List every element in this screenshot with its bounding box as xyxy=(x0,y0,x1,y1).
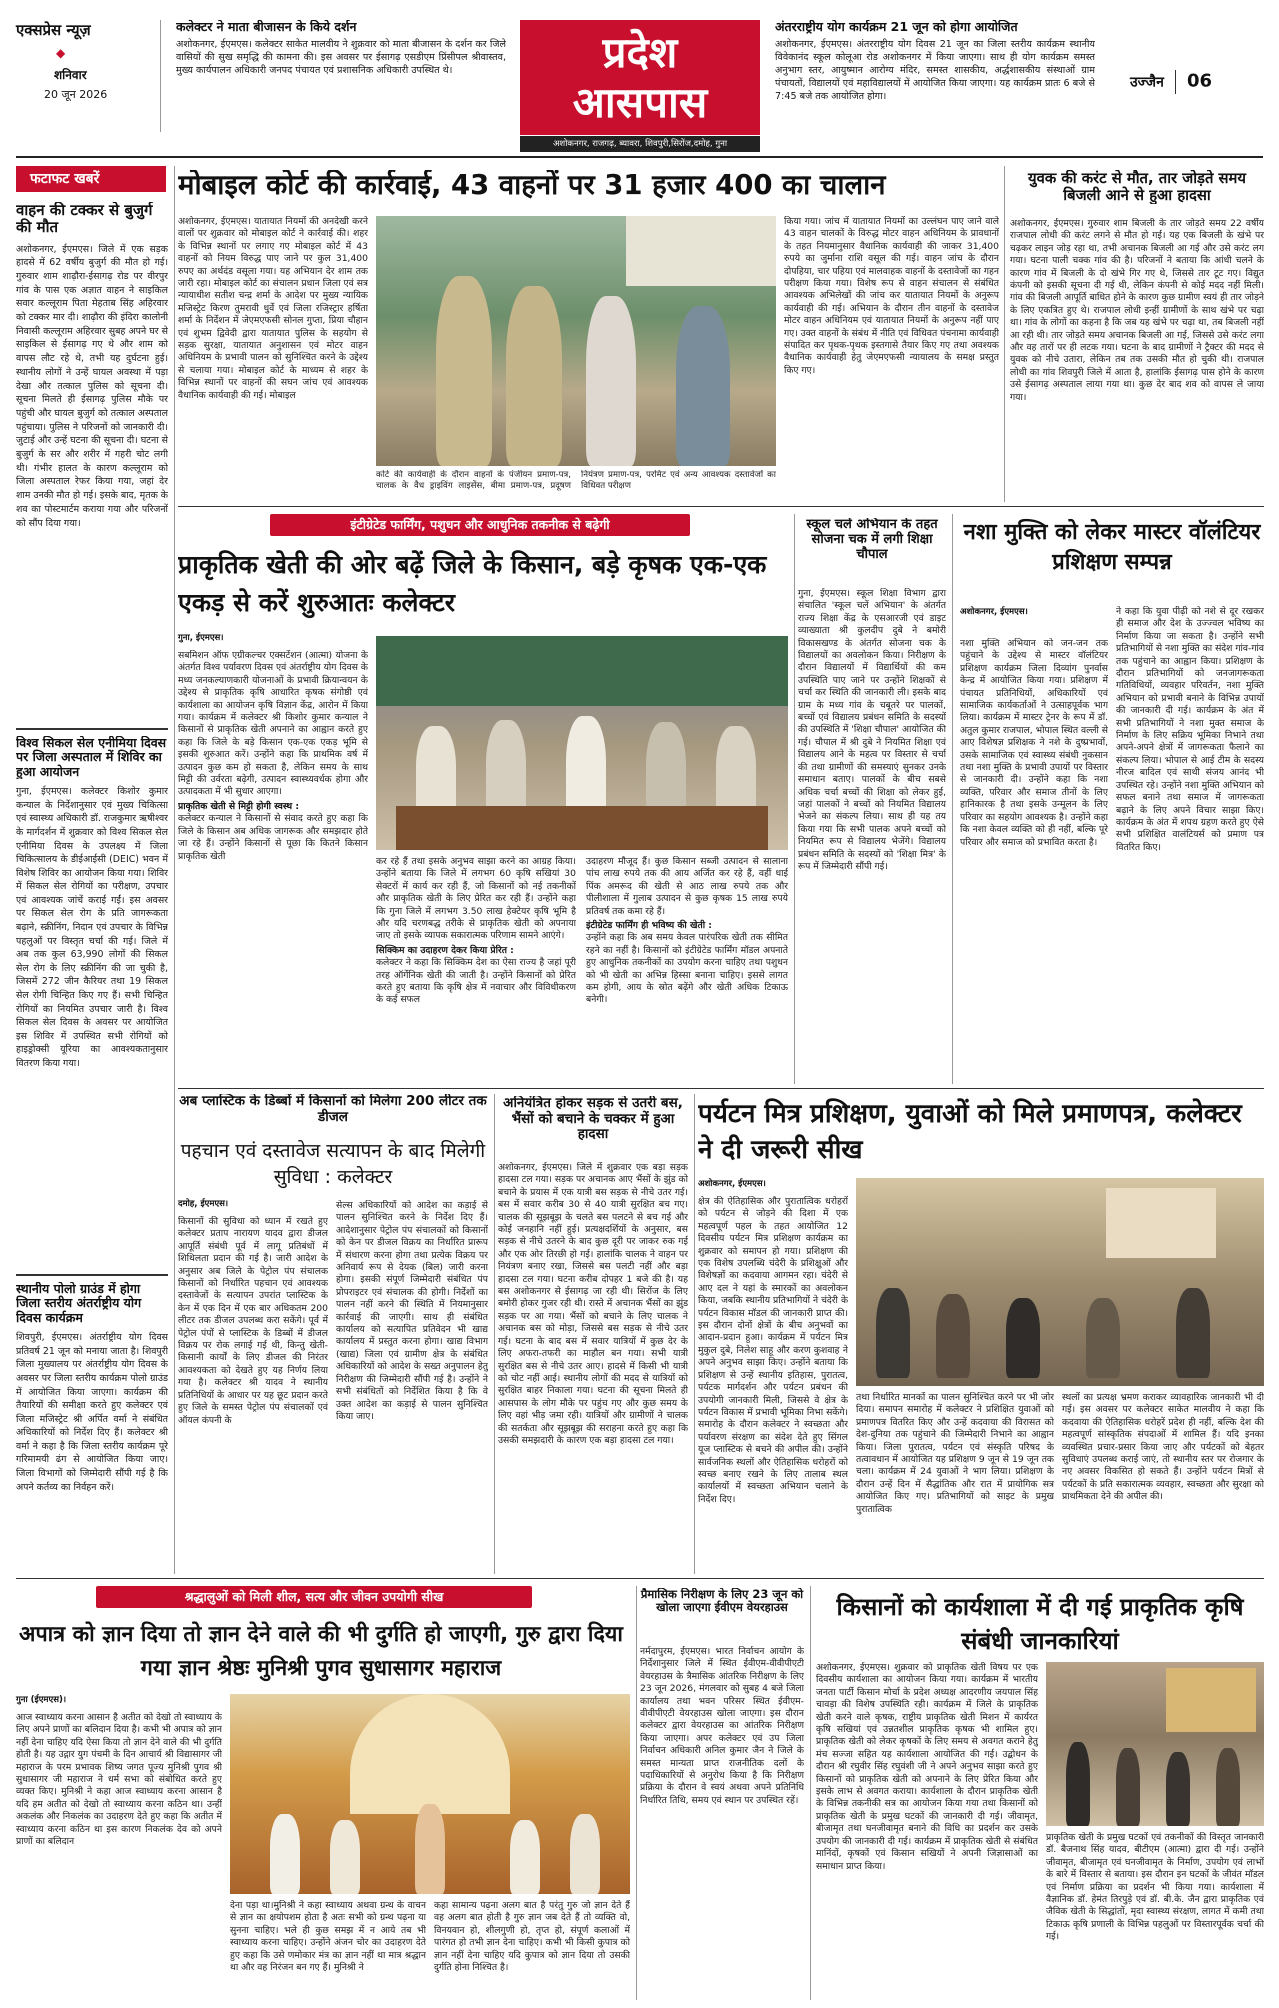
right-top-text: अशोकनगर, ईएमएस। गुरुवार शाम बिजली के तार जोड़ते समय 22 वर्षीय राजपाल लोधी की करंट लगने से मौत हो गई। यह एक बिजली के खंभे पर चढ़कर लाइन जोड़ रहा था, तभी अचानक बिजली आ गई और उसे करंट लग गया। घटना पाली चक्क गांव की है। परिजनों ने बताया कि आंधी चलने के कारण गांव में बिजली के दो खंभे गिर गए थे, जिससे तार टूट गए। विद्युत कंपनी को इसकी सूचना दी गई थी, लेकिन कंपनी से कोई मदद नहीं मिली। गांव की बिजली आपूर्ति बाधित होने के कारण कुछ ग्रामीण स्वयं ही तार जोड़ने के लिए एकत्रित हुए थे। राजपाल लोधी इन्हीं ग्रामीणों के साथ खंभे पर चढ़ा था। गांव के लोगों का कहना है कि जब यह खंभे पर चढ़ा था, तब बिजली नहीं आ रही थी। तार जोड़ते समय अचानक बिजली आ गई, जिससे उसे करंट लगा और वह तारों पर ही लटक गया। घटना के बाद ग्रामीणों ने ट्रैक्टर की मदद से युवक को नीचे उतारा, लेकिन तब तक उसकी मौत हो चुकी थी। राजपाल लोधी का गांव शिवपुरी जिले में आता है, हालांकि ईसागढ़ पास होने के कारण उसे ईसागढ़ अस्पताल लाया गया था। कुछ देर बाद शव को वापस ले जाया गया। xyxy=(1010,218,1264,403)
photo-person xyxy=(1116,1748,1140,1826)
left-column-rule xyxy=(174,166,175,1574)
left-story-3 xyxy=(16,1282,168,1589)
tourism-dateline: अशोकनगर, ईएमएस। xyxy=(698,1179,766,1189)
lead-col-right: किया गया। जांच में यातायात नियमों का उल्लंघन पाए जाने वाले 43 वाहन चालकों के विरुद्ध मोटर वाहन अधिनियम के प्रावधानों के तहत नियमानुसार वैधानिक कार्यवाही की जाकर 31,400 रुपये का जुर्माना राशि वसूल की गई। वाहन जांच के दौरान दोपहिया, चार पहिया एवं मालवाहक वाहनों के दस्तावेजों का गहन परीक्षण किया गया। विशेष रूप से वाहन संचालन से संबंधित आवश्यक अभिलेखों की जांच कर यातायात नियमों के अनुरूप कार्यवाही की गई। अभियान के दौरान तीन वाहनों के दस्तावेज मोटर वाहन अधिनियम एवं यातायात नियमों के अनुरूप नहीं पाए गए। उक्त वाहनों के संबंध में नीति एवं विधिवत पंचनामा कार्यवाही संपादित कर पृथक-पृथक इस्तगासे तैयार किए गए तथा अवश्यक वैधानिक कार्यवाही हेतु जेएमएफसी न्यायालय के समक्ष प्रस्तुत किए गए। xyxy=(784,216,999,376)
evm-headline: प्रैमासिक निरीक्षण के लिए 23 जून को खोला जाएगा ईवीएम वेयरहाउस xyxy=(640,1588,804,1615)
header-divider xyxy=(160,20,161,132)
school-headline: स्कूल चलें अभियान के तहत सोजना चक में लगी शिक्षा चौपाल xyxy=(806,518,938,562)
quick-news-label: फटाफट खबरें xyxy=(16,166,166,192)
school-right-rule xyxy=(952,514,953,1084)
tourism-col-3: स्थलों का प्रत्यक्ष भ्रमण कराकर व्यावहारिक जानकारी भी दी गई। इस अवसर पर कलेक्टर साकेत मालवीय ने कहा कि कदवाया की ऐतिहासिक धरोहरें प्रदेश ही नहीं, बल्कि देश की महत्वपूर्ण सांस्कृतिक संपदाओं में शामिल हैं। यदि इनका व्यवस्थित प्रचार-प्रसार किया जाए और पर्यटकों को बेहतर सुविधाएं उपलब्ध कराई जाएं, तो स्थानीय स्तर पर रोजगार के नए अवसर विकसित हो सकते हैं। उन्होंने पर्यटन मित्रों से पर्यटकों के प्रति सकारात्मक व्यवहार, स्वच्छता और सुरक्षा को प्राथमिकता देने की अपील की। xyxy=(1062,1392,1264,1503)
tourism-col-2: तथा निर्धारित मानकों का पालन सुनिश्चित करने पर भी जोर दिया। समापन समारोह में कलेक्टर ने प्रशिक्षित युवाओं को प्रमाणपत्र वितरित किए और उन्हें कदवाया की विरासत को देश-दुनिया तक पहुंचाने की जिम्मेदारी निभाने का आह्वान किया। जिला पुरातत्व, पर्यटन एवं संस्कृति परिषद के तत्वावधान में आयोजित यह प्रशिक्षण 9 जून से 19 जून तक चला। कार्यक्रम में 24 युवाओं ने भाग लिया। प्रशिक्षण के दौरान उन्हें दिन में सैद्धांतिक और रात में प्रायोगिक सत्र आयोजित किए गए। प्रतिभागियों को साइट के प्रमुख पुरातात्विक xyxy=(856,1392,1054,1515)
band-rule-2 xyxy=(178,1088,1264,1089)
drug-col-1: नशा मुक्ति अभियान को जन-जन तक पहुंचाने के उद्देश्य से मास्टर वॉलंटियर प्रशिक्षण कार्यक्रम जिला दिव्यांग पुनर्वास केन्द्र में आयोजित किया गया। प्रशिक्षण में पंचायत प्रतिनिधियों, अधिकारियों एवं सामाजिक कार्यकर्ताओं ने उत्साहपूर्वक भाग लिया। कार्यक्रम में मास्टर ट्रेनर के रूप में डॉ. अतुल कुमार राजपाल, भोपाल स्थित वल्ली से आए विशेषज्ञ प्रशिक्षक ने नशे के दुष्प्रभावों, उसके सामाजिक एवं स्वास्थ्य संबंधी नुकसान तथा नशा मुक्ति के प्रभावी उपायों पर विस्तार से जानकारी दी। उन्होंने कहा कि नशा व्यक्ति, परिवार और समाज तीनों के लिए हानिकारक है तथा इसके उन्मूलन के लिए परिवार का सहयोग आवश्यक है। उन्होंने कहा कि नशा केवल व्यक्ति को ही नहीं, बल्कि पूरे परिवार और समाज को प्रभावित करता है। xyxy=(960,638,1108,848)
section-title-line2: आसपास xyxy=(572,78,708,127)
photo-person xyxy=(1066,1742,1090,1826)
photo-person xyxy=(876,1288,910,1378)
top-story-2-text: अशोकनगर, ईएमएस। अंतरराष्ट्रीय योग दिवस 21 जून का जिला स्तरीय कार्यक्रम स्थानीय विवेकानंद स्कूल कोलूआ रोड अशोकनगर में किया जाएगा। साथ ही योग कार्यक्रम समस्त अनुभाग स्तर, आयुष्मान आरोग्य मंदिर, समस्त शासकीय, अर्द्धशासकीय संस्थाओं ग्राम पंचायतों, विद्यालयों एवं महाविद्यालयों में आयोजित किया जाएगा। यह कार्यक्रम प्रातः 6 बजे से 7:45 बजे तक आयोजित होगा। xyxy=(775,39,1095,103)
evm-right-rule xyxy=(810,1586,811,2000)
stage-banner xyxy=(376,636,788,706)
photo-person xyxy=(676,306,730,466)
drug-headline: नशा मुक्ति को लेकर मास्टर वॉलंटियर प्रशिक्षण सम्पन्न xyxy=(963,520,1261,575)
districts-strip: अशोकनगर, राजगढ़, ब्यावरा, शिवपुरी,सिरोंज,दमोह, गुना xyxy=(520,136,760,152)
photo-banner xyxy=(1166,1668,1256,1732)
lead-photo xyxy=(376,216,776,466)
brand-ornament: ◆ xyxy=(56,46,66,60)
accident-headline: अनियंत्रित होकर सड़क से उतरी बस, भैंसों को बचाने के चक्कर में हुआ हादसा xyxy=(503,1096,683,1143)
accident-right-rule xyxy=(694,1094,695,1574)
photo-person xyxy=(1006,1298,1040,1378)
plastic-kicker: अब प्लास्टिक के डिब्बों में किसानों को मिलेगा 200 लीटर तक डीजल xyxy=(179,1094,487,1125)
left-divider-2 xyxy=(16,1274,168,1276)
photo-person xyxy=(506,286,562,466)
photo-person xyxy=(936,1294,970,1378)
farming-sub-2: सिक्किम का उदाहरण देकर किया प्रेरित : xyxy=(376,944,514,956)
photo-banner xyxy=(626,216,776,286)
farming-col-2b-text: कलेक्टर ने कहा कि सिक्किम देश का ऐसा राज्य है जहां पूरी तरह ऑर्गेनिक खेती की जाती है। उन्होंने किसानों को प्रेरित करते हुए बताया कि कृषि क्षेत्र में नवाचार और विविधीकरण के कई सफल xyxy=(376,957,576,1006)
section-masthead xyxy=(520,20,760,135)
left-story-1-title: वाहन की टक्कर से बुजुर्ग की मौत xyxy=(16,202,153,237)
farming-sub-3: इंटीग्रेटेड फार्मिंग ही भविष्य की खेती : xyxy=(586,920,712,932)
plastic-headline: पहचान एवं दस्तावेज सत्यापन के बाद मिलेगी सुविधा : कलेक्टर xyxy=(180,1140,486,1188)
top-story-1-title: कलेक्टर ने माता बीजासन के किये दर्शन xyxy=(176,20,357,34)
farming-banner: इंटीग्रेटेड फार्मिंग, पशुधन और आधुनिक तकनीक से बढ़ेगी xyxy=(270,514,690,536)
religion-col-1: आज स्वाध्याय करना आसान है अतीत को देखो तो स्वाध्याय के लिए अपने प्राणों का बलिदान दिया है। कभी भी अपात्र को ज्ञान नहीं देना चाहिए यदि ऐसा किया तो ज्ञान देने वाले की भी दुर्गति होती है। यह उद्गार युग पंचमी के दिन आचार्य श्री विद्यासागर जी महाराज के परम प्रभावक शिष्य जगत पूज्य मुनिश्री पुगव श्री सुधासागर जी महाराज ने धर्म सभा को संबोधित करते हुए व्यक्त किए। मुनिश्री ने कहा आज स्वाध्याय करना आसान है यदि हम अतीत को देखो तो स्वाध्याय करना कठिन था। उन्हीं अकलंक और निकलंक का उदाहरण देते हुए कहा कि अतीत में स्वाध्याय करना कठिन था इस कारण निकलंक देव को अपने प्राणों का बलिदान xyxy=(16,1712,222,1848)
accident-text: अशोकनगर, ईएमएस। जिले में शुक्रवार एक बड़ा सड़क हादसा टल गया। सड़क पर अचानक आए भैंसों के झुंड को बचाने के प्रयास में एक यात्री बस सड़क से नीचे उतर गई। बस में सवार करीब 30 से 40 यात्री सुरक्षित बच गए। चालक की सूझबूझ के चलते बस पलटने से बच गई और कोई जनहानि नहीं हुई। प्रत्यक्षदर्शियों के अनुसार, बस सड़क से नीचे उतरने के बाद कुछ दूरी पर जाकर रुक गई और एक ओर तिरछी हो गई। हालांकि चालक ने वाहन पर नियंत्रण बनाए रखा, जिससे बस पलटी नहीं और बड़ा हादसा टल गया। घटना करीब दोपहर 1 बजे की है। यह बस अशोकनगर से ईसागढ़ जा रही थी। सिरोंज के लिए बमोरी होकर गुजर रही थी। रास्ते में अचानक भैंसों का झुंड सड़क पर आ गया। भैंसों को बचाने के लिए चालक ने अचानक बस को मोड़ा, जिससे बस सड़क से नीचे उतर गई। घटना के बाद बस में सवार यात्रियों में कुछ देर के लिए अफरा-तफरी का माहौल बन गया। सभी यात्री सुरक्षित बस से नीचे उतर आए। हादसे में किसी भी यात्री को चोट नहीं आई। स्थानीय लोगों की मदद से यात्रियों को सुरक्षित बाहर निकाला गया। घटना की सूचना मिलते ही आसपास के लोग मौके पर पहुंच गए और कुछ समय के लिए वहां भीड़ जमा रही। यात्रियों और ग्रामीणों ने चालक की सतर्कता और सूझबूझ की सराहना करते हुए कहा कि उसकी समझदारी के कारण एक बड़ा हादसा टल गया। xyxy=(498,1162,688,1446)
school-left-rule xyxy=(794,514,795,1084)
photo-banner xyxy=(1106,1188,1216,1258)
religion-banner: श्रद्धालुओं को मिली शील, सत्य और जीवन उपयोगी सीख xyxy=(96,1586,532,1608)
photo-person xyxy=(1176,1288,1210,1378)
workshop-headline: किसानों को कार्यशाला में दी गई प्राकृतिक कृषि संबंधी जानकारियां xyxy=(836,1593,1244,1655)
farming-col-1-text: सबमिशन ऑफ एग्रीकल्चर एक्सटेंशन (आत्मा) योजना के अंतर्गत विश्व पर्यावरण दिवस एवं अंतर्राष्ट्रीय योग दिवस के मध्य जनकल्याणकारी योजनाओं के प्रभावी क्रियान्वयन के उद्देश्य से प्राकृतिक कृषि आधारित कृषक संगोष्ठी एवं कार्यशाला का आयोजन कृषि विज्ञान केंद्र, आरोन में किया गया। कार्यक्रम में कलेक्टर श्री किशोर कुमार कन्याल ने किसानों से प्राकृतिक खेती अपनाने का आह्वान करते हुए कहा कि जिले के बड़े किसान एक-एक एकड़ भूमि से इसकी शुरुआत करें। उन्होंने कहा कि प्राथमिक वर्ष में उत्पादन कुछ कम हो सकता है, लेकिन समय के साथ मिट्टी की उर्वरता बढ़ेगी, उत्पादन स्वास्थ्यवर्धक होगा और उत्पादकता में भी सुधार आएगा। xyxy=(178,650,368,798)
tourism-photo xyxy=(856,1178,1264,1386)
plastic-col-2: सेल्स अधिकारियों को आदेश का कड़ाई से पालन सुनिश्चित करने के निर्देश दिए हैं। आदेशानुसार पेट्रोल पंप संचालकों को किसानों को केन पर डीजल विक्रय का निर्धारित प्रारूप में संधारण करना होगा तथा प्रत्येक विक्रय पर अनिवार्य रूप से देयक (बिल) जारी करना होगा। इसकी संपूर्ण जिम्मेदारी संबंधित पंप प्रोपराइटर एवं संचालक की होगी। निर्देशों का पालन नहीं करने की स्थिति में नियमानुसार कार्रवाई की जाएगी। साथ ही संबंधित कार्यालय को सत्यापित प्रतिवेदन भी खाद्य कार्यालय में प्रस्तुत करना होगा। खाद्य विभाग (खाद्य) जिला एवं ग्रामीण क्षेत्र के संबंधित अधिकारियों को आदेश के सख्त अनुपालन हेतु निरीक्षण की जिम्मेदारी सौंपी गई है। उन्होंने ने सभी संबंधितों को निर्देशित किया है कि वे उक्त आदेश का कड़ाई से पालन सुनिश्चित किया जाए। xyxy=(336,1200,488,1422)
top-story-2 xyxy=(775,20,1095,128)
page-folio xyxy=(1130,70,1270,100)
left-story-2-text: गुना, ईएमएस। कलेक्टर किशोर कुमार कन्याल के निर्देशानुसार एवं मुख्य चिकित्सा एवं स्वास्थ्य अधिकारी डॉ. राजकुमार ऋषीश्वर के मार्गदर्शन में शुक्रवार को विश्व सिकल सेल एनीमिया दिवस के उपलक्ष्य में जिला चिकित्सालय के डीईआईसी (DEIC) भवन में विशेष शिविर का आयोजन किया गया। शिविर में सिकल सेल रोगियों का परीक्षण, उपचार एवं आवश्यक जांचें कराई गईं। इस अवसर पर सिकल सेल रोग के प्रति जागरूकता बढ़ाने, स्क्रीनिंग, निदान एवं उपचार के विभिन्न पहलुओं पर विस्तृत चर्चा की गई। जिले में अब तक कुल 63,990 लोगों की सिकल सेल रोग के लिए स्क्रीनिंग की जा चुकी है, जिसमें 272 जीन कैरियर तथा 19 सिकल सेल रोगी चिन्हित किए गए हैं। सभी चिन्हित रोगियों का नियमित उपचार जारी है। विश्व सिकल सेल दिवस के अवसर पर आयोजित इस शिविर में उपस्थित सभी रोगियों को हाइड्रोक्सी यूरिया का आवश्यकतानुसार वितरण किया गया। xyxy=(16,786,168,1069)
left-story-3-title: स्थानीय पोलो ग्राउंड में होगा जिला स्तरीय अंतर्राष्ट्रीय योग दिवस कार्यक्रम xyxy=(16,1282,142,1325)
left-story-1 xyxy=(16,202,168,723)
right-top-headline: युवक की करंट से मौत, तार जोड़ते समय बिजली आने से हुआ हादसा xyxy=(1028,170,1246,205)
left-story-2-title: विश्व सिकल सेल एनीमिया दिवस पर जिला अस्पताल में शिविर का हुआ आयोजन xyxy=(16,736,167,779)
top-story-2-title: अंतरराष्ट्रीय योग कार्यक्रम 21 जून को होगा आयोजित xyxy=(775,20,1018,34)
photo-person xyxy=(415,1804,445,1894)
school-text: गुना, ईएमएस। स्कूल शिक्षा विभाग द्वारा संचालित 'स्कूल चलें अभियान' के अंतर्गत राज्य शिक्षा केंद्र के एसआरजी एवं डाइट व्याख्याता श्री कुलदीप दुबे ने बमोरी विकासखण्ड के अंतर्गत सोजना चक के विद्यालयों का अवलोकन किया। निरीक्षण के दौरान विद्यालयों में विद्यार्थियों की कम उपस्थिति पाए जाने पर उन्होंने शिक्षकों से चर्चा कर स्थिति की जानकारी ली। इसके बाद ग्राम के मध्य गांव के चबूतरे पर पालकों, बच्चों एवं विद्यालय प्रबंधन समिति के सदस्यों की उपस्थिति में 'शिक्षा चौपाल' आयोजित की गई। चौपाल में श्री दुबे ने नियमित शिक्षा एवं विद्यालय आने के महत्व पर विस्तार से चर्चा की तथा ग्रामीणों की समस्याएं सुनकर उनके समाधान बताए। पालकों के बीच सबसे अधिक चर्चा बच्चों की शिक्षा को लेकर हुई, जहां पालकों ने बच्चों को नियमित विद्यालय भेजने का संकल्प लिया। साथ ही यह तय किया गया कि सभी पालक अपने बच्चों को नियमित रूप से विद्यालय भेजेंगे। विद्यालय प्रबंधन समिति के सदस्यों को 'शिक्षा मित्र' के रूप में जिम्मेदारी सौंपी गई। xyxy=(798,588,946,872)
tourism-col-1: क्षेत्र की ऐतिहासिक और पुरातात्विक धरोहरों को पर्यटन से जोड़ने की दिशा में एक महत्वपूर्ण पहल के तहत आयोजित 12 दिवसीय पर्यटन मित्र प्रशिक्षण कार्यक्रम का शुक्रवार को समापन हो गया। प्रशिक्षण की एक विशेष उपलब्धि चंदेरी के प्रशिक्षुओं और विशेषज्ञों का कदवाया आगमन रहा। चंदेरी से आए दल ने यहां के स्मारकों का अवलोकन किया, जबकि स्थानीय प्रतिभागियों ने चंदेरी के पर्यटन विकास मॉडल की जानकारी प्राप्त की। इस दौरान दोनों क्षेत्रों के बीच अनुभवों का आदान-प्रदान हुआ। कार्यक्रम में पर्यटन मित्र मुकुल दुबे, निलेश साहू और करण कुशवाह ने अपने अनुभव साझा किए। उन्होंने बताया कि प्रशिक्षण से उन्हें स्थानीय इतिहास, पुरातत्व, पर्यटक मार्गदर्शन और पर्यटन प्रबंधन की उपयोगी जानकारी मिली, जिससे वे क्षेत्र के पर्यटन विकास में प्रभावी भूमिका निभा सकेंगे। समारोह के दौरान कलेक्टर ने स्वच्छता और पर्यावरण संरक्षण का संदेश देते हुए सिंगल यूज प्लास्टिक से बचने की अपील की। उन्होंने सार्वजनिक स्थलों और ऐतिहासिक धरोहरों को स्वच्छ बनाए रखने के लिए तालाब स्थल कार्यालयों में स्वच्छता अभियान चलाने के निर्देश दिए। xyxy=(698,1196,848,1505)
photo-person xyxy=(330,1820,360,1894)
farming-col-3-text: उदाहरण मौजूद हैं। कुछ किसान सब्जी उत्पादन से सालाना पांच लाख रुपये तक की आय अर्जित कर रहे हैं, वहीं धाई पिंक अमरूद की खेती से आठ लाख रुपये तक और पीलीशाला में गुलाब उत्पादन से कुछ कृषक 15 लाख रुपये प्रतिवर्ष तक कमा रहे हैं। xyxy=(586,856,788,917)
workshop-photo xyxy=(1046,1662,1264,1826)
religion-right-rule xyxy=(636,1586,637,2000)
tourism-headline: पर्यटन मित्र प्रशिक्षण, युवाओं को मिले प्रमाणपत्र, कलेक्टर ने दी जरूरी सीख xyxy=(698,1099,1242,1165)
workshop-text: अशोकनगर, ईएमएस। शुक्रवार को प्राकृतिक खेती विषय पर एक दिवसीय कार्यशाला का आयोजन किया गया। कार्यक्रम में भारतीय जनता पार्टी किसान मोर्चा के प्रदेश अध्यक्ष आदरणीय जयपाल सिंह चावड़ा की विशेष उपस्थिति रही। कार्यक्रम में जिले के प्राकृतिक खेती करने वाले कृषक, राष्ट्रीय प्राकृतिक खेती मिशन में कार्यरत कृषि सखियां एवं उन्नतशील प्राकृतिक कृषक भी शामिल हुए। प्राकृतिक खेती को लेकर कृषकों के लिए समय से अवगत कराने हेतु मंच सज्जा सहित यह कार्यशाला आयोजित की गई। उद्बोधन के दौरान श्री रघुवीर सिंह रघुवंशी जी ने अपने अनुभव साझा करते हुए किसानों को प्राकृतिक खेती को अपनाने के लिए प्रेरित किया और इसके लाभ से अवगत कराया। कार्यशाला के दौरान प्राकृतिक खेती के विभिन्न तकनीकी सत्र का आयोजन किया गया तथा किसानों को प्राकृतिक खेती के प्रमुख घटकों की जानकारी दी गई। जीवामृत, बीजामृत तथा घनजीवामृत बनाने की विधि का प्रदर्शन कर उसके उपयोग की जानकारी दी गई। कार्यक्रम में प्राकृतिक खेती से संबंधित मानिंदों, कृषकों एवं किसान सखियों ने अपनी जिज्ञासाओं का समाधान प्राप्त किया। xyxy=(816,1662,1038,1872)
photo-person xyxy=(270,1814,300,1894)
farming-col-3b-text: उन्होंने कहा कि अब समय केवल पारंपरिक खेती तक सीमित रहने का नहीं है। किसानों को इंटीग्रेटेड फार्मिंग मॉडल अपनाते हुए आधुनिक तकनीकों का उपयोग करना चाहिए तथा पशुधन को भी खेती का अभिन्न हिस्सा बनाना चाहिए। इससे लागत कम होगी, आय के स्रोत बढ़ेंगे और खेती अधिक टिकाऊ बनेगी। xyxy=(586,932,788,1006)
religion-dateline: गुना (ईएमएस)। xyxy=(16,1695,67,1705)
farming-col-2 xyxy=(376,856,576,1080)
photo-person xyxy=(570,1814,600,1894)
religion-col-3: कहा सामान्य पढ़ना अलग बात है परंतु गुरु जो ज्ञान देते हैं वह अलग बात होती है गुरु ज्ञान जब देते हैं तो व्यक्ति वो, विनयवान हो, शीलगुणी हो, तृप्त हो, संपूर्ण कलाओं में पारंगत हो तभी ज्ञान देना चाहिए। कभी भी किसी कुपात्र को ज्ञान नहीं देना चाहिए यदि कुपात्र को ज्ञान दिया तो उसकी दुर्गति होना निश्चित है। xyxy=(434,1900,630,1974)
band-rule-3 xyxy=(16,1578,1264,1579)
evm-text: नर्मदापुरम, ईएमएस। भारत निर्वाचन आयोग के निर्देशानुसार जिले में स्थित ईवीएम-वीवीपीएटी वेयरहाउस के त्रैमासिक आंतरिक निरीक्षण के लिए 23 जून 2026, मंगलवार को सुबह 4 बजे जिला कार्यालय तथा भवन परिसर स्थित ईवीएम-वीवीपीएटी वेयरहाउस खोला जाएगा। इस दौरान कलेक्टर द्वारा वेयरहाउस का आंतरिक निरीक्षण किया जाएगा। अपर कलेक्टर एवं उप जिला निर्वाचन अधिकारी अनिल कुमार जैन ने जिले के समस्त मान्यता प्राप्त राजनीतिक दलों के पदाधिकारियों से अनुरोध किया है कि निरीक्षण प्रक्रिया के दौरान वे स्वयं अथवा अपने प्रतिनिधि निर्धारित तिथि, समय एवं स्थान पर उपस्थित रहें। xyxy=(640,1646,804,1806)
header-rule xyxy=(16,156,1263,158)
left-story-1-text: अशोकनगर, ईएमएस। जिले में एक सड़क हादसे में 62 वर्षीय बुजुर्ग की मौत हो गई। गुरुवार शाम शाढ़ौरा-ईसागढ़ रोड पर वीरपुर गांव के पास एक अज्ञात वाहन ने साइकिल सवार कल्लूराम पिता मेहताब सिंह अहिरवार को टक्कर मार दी। शाढ़ौरा की इंदिरा कालोनी निवासी कल्लूराम अहिरवार सुबह अपने घर से साइकिल से ईसागढ़ गए थे और शाम को वापस लौट रहे थे, तभी यह दुर्घटना हुई। स्थानीय लोगों ने उन्हें घायल अवस्था में पड़ा देखा और तत्काल पुलिस को सूचना दी। सूचना मिलते ही ईसागढ़ पुलिस मौके पर पहुंची और घायल बुजुर्ग को तत्काल अस्पताल पहुंचाया। पुलिस ने परिजनों को जानकारी दी। जुटाई और उन्हें घटना की सूचना दी। घटना से बुजुर्ग के सर और शरीर में गहरी चोट लगी थी। गंभीर हालत के कारण कल्लूराम को जिला अस्पताल रेफर किया गया, जहां देर शाम उनकी मौत हो गई। इसके बाद, मृतक के शव का पोस्टमार्टम कराया गया और परिजनों को सौंप दिया गया। xyxy=(16,243,168,529)
city-name: उज्जैन xyxy=(1130,74,1164,91)
plastic-right-rule xyxy=(494,1094,495,1574)
farming-sub-1: प्राकृतिक खेती से मिट्टी होगी स्वस्थ : xyxy=(178,800,300,812)
page-number: 06 xyxy=(1187,70,1213,92)
farming-col-1 xyxy=(178,650,368,1080)
lead-photo-caption: कोर्ट की कार्यवाही के दौरान वाहनों के पंजीयन प्रमाण-पत्र, चालक के वैध ड्राइविंग लाइसेंस, बीमा प्रमाण-पत्र, प्रदूषण नियंत्रण प्रमाण-पत्र, परमिट एवं अन्य आवश्यक दस्तावेजों का विधिवत परीक्षण xyxy=(376,470,776,491)
farming-photo xyxy=(376,636,788,850)
top-story-1-text: अशोकनगर, ईएमएस। कलेक्टर साकेत मालवीय ने शुक्रवार को माता बीजासन के दर्शन कर जिले वासियों की सुख समृद्धि की कामना की। इस अवसर पर ईसागढ़ एसडीएम प्रिंसीपल श्रीवास्तव, मुख्य कार्यपालन अधिकारी जनपद पंचायत एवं प्रशासनिक अधिकारी उपस्थित थे। xyxy=(176,39,506,77)
top-story-1 xyxy=(176,20,506,110)
farming-headline: प्राकृतिक खेती की ओर बढ़ें जिले के किसान, बड़े कृषक एक-एक एकड़ से करें शुरुआतः कलेक्टर xyxy=(178,550,767,617)
photo-person xyxy=(436,276,492,466)
section-title-line1: प्रदेश xyxy=(602,28,678,77)
band-rule xyxy=(178,506,1264,507)
religion-headline: अपात्र को ज्ञान दिया तो ज्ञान देने वाले की भी दुर्गति हो जाएगी, गुरु द्वारा दिया गया ज्ञान श्रेष्ठः मुनिश्री पुगव सुधासागर महाराज xyxy=(19,1622,623,1681)
drug-dateline: अशोकनगर, ईएमएस। xyxy=(960,607,1028,617)
drug-col-2: ने कहा कि युवा पीढ़ी को नशे से दूर रखकर ही समाज और देश के उज्ज्वल भविष्य का निर्माण किया जा सकता है। उन्होंने सभी प्रतिभागियों से नशा मुक्ति का संदेश गांव-गांव तक पहुंचाने का आह्वान किया। प्रशिक्षण के दौरान प्रतिभागियों को जनजागरूकता गतिविधियों, व्यवहार परिवर्तन, नशा मुक्ति अभियान को प्रभावी बनाने के विभिन्न उपायों की जानकारी दी गई। कार्यक्रम के अंत में सभी प्रतिभागियों ने नशा मुक्त समाज के निर्माण के लिए सक्रिय भूमिका निभाने तथा अपने-अपने क्षेत्रों में जागरूकता फैलाने का संकल्प लिया। भोपाल से आई टीम के सदस्य नीरज बादिल एवं साथी संजय आनंद भी उपस्थित रहे। उन्होंने नशा मुक्ति अभियान को सफल बनाने तथा समाज में जागरूकता बढ़ाने के लिए अपने विचार साझा किए। कार्यक्रम के अंत में शपथ ग्रहण करते हुए ऐसे सभी प्रशिक्षित वालंटियर्स को प्रमाण पत्र वितरित किए। xyxy=(1116,606,1264,853)
farming-col-1b-text: कलेक्टर कन्याल ने किसानों से संवाद करते हुए कहा कि जिले के किसान अब अधिक जागरूक और समझदार होते जा रहे हैं। उन्होंने किसानों से पूछा कि कितने किसान प्राकृतिक खेती xyxy=(178,813,368,862)
left-story-3-text: शिवपुरी, ईएमएस। अंतर्राष्ट्रीय योग दिवस प्रतिवर्ष 21 जून को मनाया जाता है। शिवपुरी जिला मुख्यालय पर अंतर्राष्ट्रीय योग दिवस के अवसर पर जिला स्तरीय कार्यक्रम पोलो ग्राउंड में आयोजित किया जाएगा। कार्यक्रम की तैयारियों की समीक्षा करते हुए कलेक्टर एवं जिला मजिस्ट्रेट श्री अर्पित वर्मा ने संबंधित अधिकारियों को निर्देश दिए हैं। कलेक्टर श्री वर्मा ने कहा है कि जिला स्तरीय कार्यक्रम पूरे गरिमामयी ढंग से आयोजित किया जाए। जिला विभागों को जिम्मेदारी सौंपी गई है कि अपने कर्तव्य का निर्वहन करें। xyxy=(16,1332,168,1493)
photo-person xyxy=(1216,1748,1240,1826)
photo-person xyxy=(586,296,636,466)
temple-arch xyxy=(350,1694,510,1814)
issue-day: शनिवार xyxy=(54,68,87,82)
photo-person xyxy=(510,1820,540,1894)
brand-box xyxy=(16,20,126,118)
photo-person xyxy=(1166,1752,1190,1826)
folio-divider xyxy=(1175,70,1176,94)
farming-col-2-text: कर रहे हैं तथा इसके अनुभव साझा करने का आग्रह किया। उन्होंने बताया कि जिले में लगभग 60 कृषि सखियां 30 सेक्टरों में कार्य कर रही हैं, जो किसानों को नई तकनीकों और प्राकृतिक खेती के लिए प्रेरित कर रही हैं। उन्होंने कहा कि गुना जिले में लगभग 3.50 लाख हेक्टेयर कृषि भूमि है और यदि चरणबद्ध तरीके से प्राकृतिक खेती को अपनाया जाए तो इसके व्यापक सकारात्मक परिणाम सामने आएंगे। xyxy=(376,856,576,942)
plastic-dateline: दमोह, ईएमएस। xyxy=(178,1199,229,1209)
farming-col-3 xyxy=(586,856,788,1080)
issue-date: 20 जून 2026 xyxy=(44,88,108,101)
brand-name: एक्सप्रेस न्यूज़ xyxy=(16,21,91,39)
religion-col-2: देना पड़ा था।मुनिश्री ने कहा स्वाध्याय अथवा ग्रन्थ के वाचन से ज्ञान का क्षयोपशम होता है अतः सभी को ग्रन्थ पढ़ना या सुनना चाहिए। भले ही कुछ समझ में न आये तब भी स्वाध्याय करना चाहिए। उन्होंने अंजन चोर का उदाहरण देते हुए कहा कि उसे णमोकार मंत्र का ज्ञान नहीं था मात्र श्रद्धान था और वह निरंजन बन गए हैं। मुनिश्री ने xyxy=(230,1900,426,1974)
farming-dateline: गुना, ईएमएस। xyxy=(178,633,224,643)
stage-table xyxy=(396,806,768,850)
plastic-col-1: किसानों की सुविधा को ध्यान में रखते हुए कलेक्टर प्रताप नारायण यादव द्वारा डीजल आपूर्ति संबंधी पूर्व में लागू प्रतिबंधों में शिथिलता प्रदान की गई है। जारी आदेश के अनुसार अब जिले के पेट्रोल पंप संचालक किसानों को निर्धारित पहचान एवं आवश्यक दस्तावेजों के सत्यापन उपरांत प्लास्टिक के केन में एक दिन में एक बार अधिकतम 200 लीटर तक डीजल उपलब्ध करा सकेंगे। पूर्व में पेट्रोल पंपों से प्लास्टिक के डिब्बों में डीजल विक्रय पर रोक लगाई गई थी, किन्तु खेती-किसानी कार्यों के लिए डीजल की निरंतर आवश्यकता को देखते हुए यह निर्णय लिया गया है। कलेक्टर श्री यादव ने स्थानीय प्रतिनिधियों के आधार पर यह छूट प्रदान करते हुए जिले के समस्त पेट्रोल पंप संचालकों एवं ऑयल कंपनी के xyxy=(178,1216,328,1426)
left-story-2 xyxy=(16,736,168,1285)
lead-right-rule xyxy=(1004,166,1005,502)
lead-headline: मोबाइल कोर्ट की कार्रवाई, 43 वाहनों पर 31 हजार 400 का चालान xyxy=(178,170,886,201)
workshop-text-2: प्राकृतिक खेती के प्रमुख घटकों एवं तकनीकों की विस्तृत जानकारी डॉ. बैजनाथ सिंह यादव, बीटीएम (आत्मा) द्वारा दी गई। उन्होंने जीवामृत, बीजामृत एवं घनजीवामृत के निर्माण, उपयोग एवं लाभों के बारे में विस्तार से बताया। इस दौरान इन घटकों के जीवंत मॉडल एवं निर्माण प्रक्रिया का प्रदर्शन भी किया गया। कार्यशाला में वैज्ञानिक डॉ. हेमंत तिरपुड़े एवं डॉ. बी.के. जैन द्वारा प्राकृतिक एवं जैविक खेती के सिद्धांतों, मृदा स्वास्थ्य संरक्षण, लागत में कमी तथा टिकाऊ कृषि प्रणाली के विभिन्न पहलुओं पर विस्तारपूर्वक चर्चा की गई। xyxy=(1046,1832,1264,1943)
photo-person xyxy=(1086,1298,1120,1378)
religion-photo xyxy=(230,1694,630,1894)
lead-col-1: अशोकनगर, ईएमएस। यातायात नियमों की अनदेखी करने वालों पर शुक्रवार को मोबाइल कोर्ट ने कार्रवाई की। शहर के विभिन्न स्थानों पर लगाए गए मोबाइल कोर्ट में 43 वाहनों को नियम विरुद्ध पाए जाने पर कुल 31,400 रुपए का अर्थदंड वसूला गया। यह अभियान देर शाम तक जारी रहा। मोबाइल कोर्ट का संचालन प्रधान जिला एवं सत्र न्यायाधीश सतीश चन्द्र शर्मा के आदेश पर मुख्य न्यायिक मजिस्ट्रेट किरण तुमरावी धुर्वे एवं जिला रजिस्ट्रार हर्षिता शर्मा के निर्देशन में जेएमएफसी सोनल गुप्ता, प्रिया चौहान एवं शुभम द्विवेदी द्वारा यातायात पुलिस के सहयोग से सड़क सुरक्षा, यातायात अनुशासन एवं मोटर वाहन अधिनियम के प्रभावी पालन को सुनिश्चित करने के उद्देश्य से चलाया गया। मोबाइल कोर्ट के माध्यम से शहर के विभिन्न स्थानों पर वाहनों की सघन जांच एवं आवश्यक वैधानिक कार्यवाही की गई। मोबाइल xyxy=(178,216,368,401)
left-divider-1 xyxy=(16,728,168,730)
